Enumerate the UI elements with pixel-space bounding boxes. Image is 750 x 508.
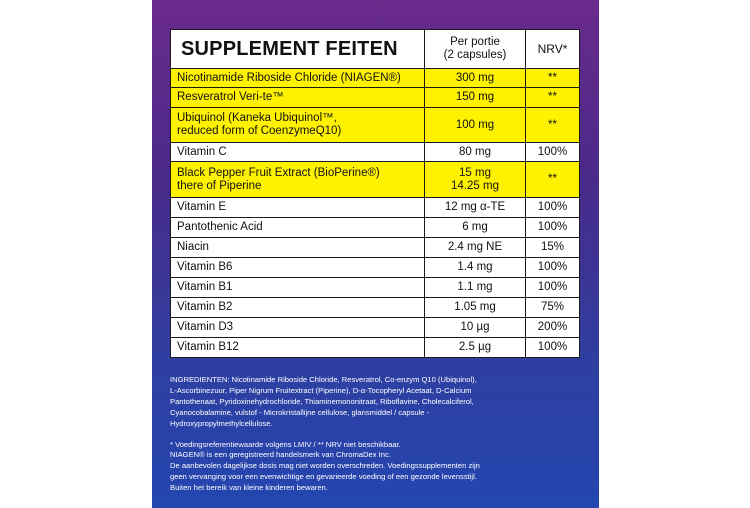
table-row	[171, 318, 580, 338]
table-title: SUPPLEMENT FEITEN	[171, 30, 425, 69]
ingredients-text	[170, 375, 585, 430]
table-row	[171, 198, 580, 218]
nrv-header: NRV*	[526, 30, 580, 69]
table-row	[171, 88, 580, 108]
nutrient-name-line: Vitamin B12	[177, 341, 239, 353]
nutrient-nrv: 75%	[526, 298, 580, 318]
per-portie-header	[425, 30, 526, 69]
note-line: NIAGEN® is een geregistreerd handelsmerk van ChromaDex Inc.	[170, 450, 391, 460]
nutrient-name	[171, 143, 425, 162]
nutrient-name	[171, 88, 425, 108]
nutrient-name	[171, 198, 425, 218]
nutrient-nrv: 100%	[526, 143, 580, 162]
table-row	[171, 69, 580, 88]
amount-line: 1.1 mg	[457, 281, 493, 293]
nutrient-name	[171, 298, 425, 318]
nutrient-name	[171, 69, 425, 88]
capsules-label: (2 capsules)	[443, 49, 507, 61]
footnotes-text	[170, 440, 585, 495]
nutrient-name-line: Black Pepper Fruit Extract (BioPerine®)	[177, 166, 380, 179]
table-body	[171, 69, 580, 358]
nutrient-nrv: 100%	[526, 218, 580, 238]
nutrient-amount	[425, 198, 526, 218]
note-line: geen vervanging voor een evenwichtige en gevarieerde voeding of een gezonde levensstijl.	[170, 472, 477, 482]
nutrient-name	[171, 238, 425, 258]
nutrient-name	[171, 108, 425, 143]
amount-line: 2.4 mg NE	[447, 241, 503, 253]
nutrient-name	[171, 162, 425, 198]
nutrient-name	[171, 258, 425, 278]
label-notes	[170, 375, 585, 494]
nutrient-name-line: Vitamin E	[177, 201, 227, 213]
nutrient-amount	[425, 258, 526, 278]
table-row	[171, 338, 580, 358]
nutrient-name	[171, 218, 425, 238]
nutrient-amount	[425, 162, 526, 198]
nutrient-nrv: **	[526, 69, 580, 88]
table-row	[171, 162, 580, 198]
table-row	[171, 143, 580, 162]
nutrient-amount	[425, 238, 526, 258]
note-line: Hydroxypropylmethylcellulose.	[170, 418, 273, 428]
nutrient-name-line: reduced form of CoenzymeQ10)	[177, 125, 342, 137]
table-row	[171, 298, 580, 318]
table-row	[171, 238, 580, 258]
supplement-facts-table	[170, 29, 580, 358]
nutrient-amount	[425, 278, 526, 298]
amount-line: 14.25 mg	[451, 179, 499, 192]
amount-line: 1.4 mg	[457, 261, 493, 273]
note-line: INGREDIENTEN: Nicotinamide Riboside Chloride, Resveratrol, Co-enzym Q10 (Ubiquinol),	[170, 375, 477, 384]
amount-line: 15 mg	[459, 166, 491, 179]
table-row	[171, 258, 580, 278]
nutrient-amount	[425, 108, 526, 143]
nutrient-amount	[425, 69, 526, 88]
nutrient-name-line: Pantothenic Acid	[177, 221, 263, 233]
nutrient-name-line: Ubiquinol (Kaneka Ubiquinol™,	[177, 112, 337, 124]
amount-line: 10 µg	[460, 321, 490, 333]
nutrient-nrv: 200%	[526, 318, 580, 338]
nutrient-name	[171, 278, 425, 298]
nutrient-name-line: Nicotinamide Riboside Chloride (NIAGEN®)	[177, 71, 401, 84]
note-line: * Voedingsreferentiewaarde volgens LMIV / ** NRV niet beschikbaar.	[170, 439, 401, 449]
table-row	[171, 278, 580, 298]
nutrient-name-line: Resveratrol Veri-te™	[177, 91, 284, 103]
nutrient-name	[171, 318, 425, 338]
nutrient-amount	[425, 338, 526, 358]
amount-line: 6 mg	[462, 221, 488, 233]
nutrient-name-line: there of Piperine	[177, 179, 262, 192]
nutrient-amount	[425, 218, 526, 238]
nutrient-name-line: Vitamin C	[177, 145, 227, 158]
nutrient-nrv: **	[526, 108, 580, 143]
note-line: De aanbevolen dagelijkse dosis mag niet worden overschreden. Voedingssupplementen zijn	[170, 461, 480, 471]
amount-line: 2.5 µg	[458, 341, 492, 353]
per-portie-label: Per portie	[450, 36, 500, 48]
amount-line: 80 mg	[459, 145, 491, 158]
table-header-row	[171, 30, 580, 69]
amount-line: 150 mg	[455, 91, 495, 103]
note-line: Cyanocobalamine, vulstof - Microkristallijne cellulose, glansmiddel / capsule -	[170, 407, 430, 417]
note-line: Buiten het bereik van kleine kinderen bewaren.	[170, 483, 328, 493]
nutrient-name-line: Vitamin B2	[177, 301, 233, 313]
amount-line: 1.05 mg	[454, 301, 496, 313]
note-line: Pantothenaat, Pyridoxinehydrochloride, Thiaminemononitraat, Riboflavine, Cholecalciferol,	[170, 396, 474, 406]
amount-line: 300 mg	[455, 71, 495, 84]
nutrient-name-line: Vitamin B1	[177, 281, 233, 293]
nutrient-nrv: 100%	[526, 278, 580, 298]
nutrient-amount	[425, 318, 526, 338]
nutrient-name-line: Niacin	[177, 241, 209, 253]
nutrient-name	[171, 338, 425, 358]
nutrient-nrv: **	[526, 88, 580, 108]
nutrient-nrv: **	[526, 162, 580, 198]
nutrient-nrv: 100%	[526, 338, 580, 358]
table-row	[171, 108, 580, 143]
note-line: L-Ascorbinezuur, Piper Nigrum Fruitextract (Piperine), D-α-Tocopheryl Acetaat, D-Calcium	[170, 385, 472, 395]
nutrient-nrv: 100%	[526, 198, 580, 218]
table-row	[171, 218, 580, 238]
amount-line: 100 mg	[455, 118, 495, 131]
nutrient-amount	[425, 143, 526, 162]
nutrient-name-line: Vitamin D3	[177, 321, 234, 333]
nutrient-name-line: Vitamin B6	[177, 261, 233, 273]
nutrient-amount	[425, 88, 526, 108]
supplement-label-panel	[152, 0, 599, 508]
nutrient-nrv: 100%	[526, 258, 580, 278]
nutrient-amount	[425, 298, 526, 318]
amount-line: 12 mg α-TE	[444, 201, 506, 213]
nutrient-nrv: 15%	[526, 238, 580, 258]
